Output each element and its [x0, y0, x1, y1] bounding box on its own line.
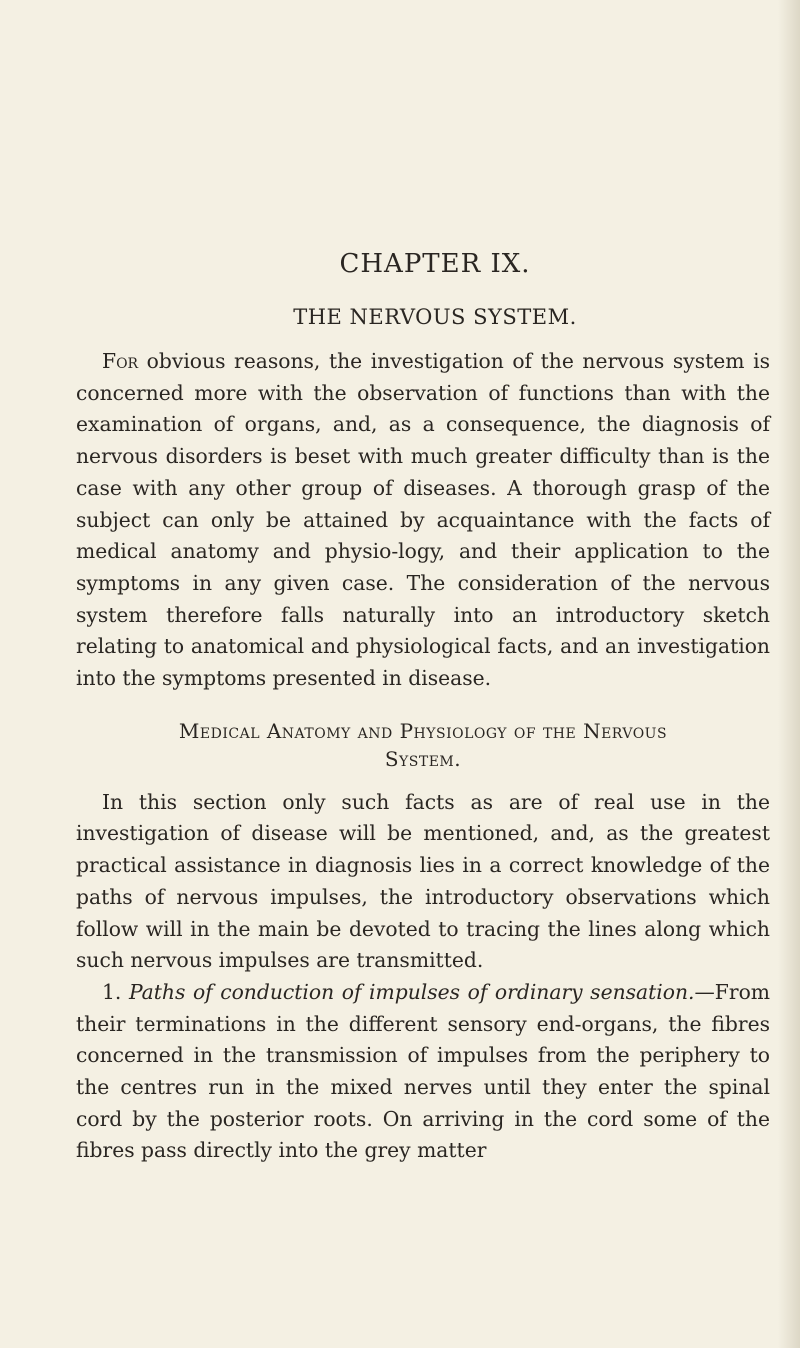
item-text: From their terminations in the different sensory end-organs, the fibres concerned in the transmission of impulses from the periphery to the centres run in the mixed nerves until they enter the spinal cord by the posterior roots. On arriving in the cord some of the fibres pass directly into the grey matter [76, 979, 771, 1163]
section-heading-line2: System. [384, 746, 462, 771]
intro-text: obvious reasons, the investigation of the nervous system is concerned more with the observation of functions than with the examination of organs, and, as a consequence, the diagnosis of nervous disorders is beset with much greater difficulty than is the case with any other group of diseases. A thorough grasp of the subject can only be attained by acquaintance with the facts of medical anatomy and physio-logy, and their application to the symptoms in any given case. The consideration of the nervous system therefore falls naturally into an introductory sketch relating to anatomical and physiological facts, and an investigation into the symptoms presented in disease. [76, 349, 770, 691]
item-heading: Paths of conduction of impulses of ordinary sensation. [128, 979, 695, 1004]
item-number: 1. [102, 979, 122, 1004]
section-heading-line1: Medical Anatomy and Physiology of the Nervous [178, 718, 668, 743]
chapter-title: THE NERVOUS SYSTEM. [293, 305, 577, 329]
item-dash: — [694, 979, 715, 1004]
intro-first-word: For [102, 349, 139, 373]
section-heading [76, 717, 770, 773]
section-paragraph: In this section only such facts as are of real use in the investigation of disease will be mentioned, and, as the greatest practical assistance in diagnosis lies in a correct knowledge of the paths of nervous impulses, the introductory observations which follow will in the main be devoted to tracing the lines along which such nervous impulses are transmitted. [76, 789, 770, 973]
intro-paragraph [76, 346, 770, 695]
chapter-label: CHAPTER IX. [339, 249, 531, 279]
page-edge-shadow [778, 0, 800, 1348]
numbered-item-1 [76, 977, 770, 1167]
text-block [76, 250, 770, 1167]
